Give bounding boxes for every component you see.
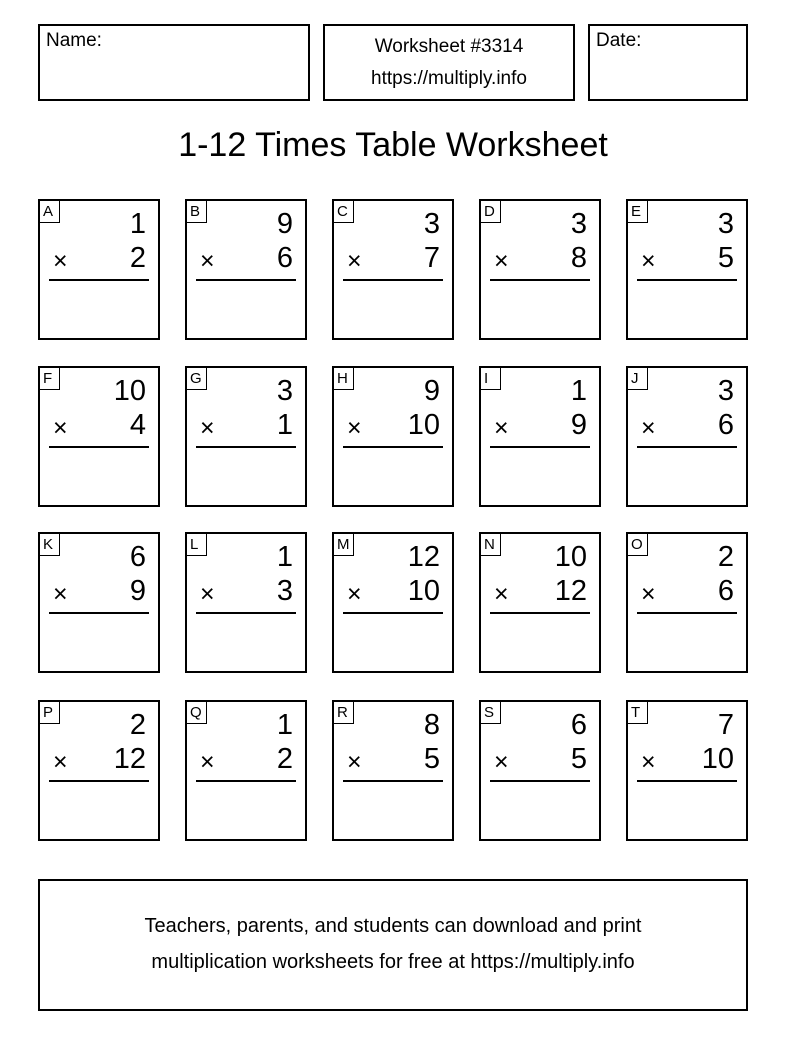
problem-bottom-number: 1	[276, 409, 293, 441]
problem-top-number: 12	[407, 541, 440, 573]
footer-line-2: multiplication worksheets for free at https://multiply.info	[151, 951, 635, 973]
problem-top-number: 7	[717, 709, 734, 741]
problem-card	[332, 532, 454, 673]
problem-bottom-number: 9	[129, 575, 146, 607]
problem-bottom-number: 9	[570, 409, 587, 441]
multiply-sign: ×	[53, 580, 68, 608]
problem-card	[626, 700, 748, 841]
answer-line	[49, 279, 149, 281]
problem-card	[626, 366, 748, 507]
problem-letter: L	[187, 534, 207, 556]
problem-letter: J	[628, 368, 648, 390]
multiply-sign: ×	[494, 247, 509, 275]
problem-top-number: 3	[717, 208, 734, 240]
multiply-sign: ×	[494, 580, 509, 608]
answer-line	[637, 780, 737, 782]
problem-top-number: 6	[129, 541, 146, 573]
problem-letter: C	[334, 201, 354, 223]
problem-letter: Q	[187, 702, 207, 724]
name-field-box	[38, 24, 310, 101]
problem-letter: F	[40, 368, 60, 390]
worksheet-url: https://multiply.info	[371, 68, 527, 89]
answer-line	[343, 446, 443, 448]
answer-line	[637, 612, 737, 614]
multiply-sign: ×	[641, 748, 656, 776]
answer-line	[490, 446, 590, 448]
problem-top-number: 9	[423, 375, 440, 407]
name-label: Name:	[46, 30, 102, 51]
problem-bottom-number: 10	[407, 575, 440, 607]
problem-card	[38, 532, 160, 673]
problem-letter: G	[187, 368, 207, 390]
problem-letter: K	[40, 534, 60, 556]
multiply-sign: ×	[200, 748, 215, 776]
problem-bottom-number: 12	[554, 575, 587, 607]
multiply-sign: ×	[641, 414, 656, 442]
problem-card	[332, 700, 454, 841]
answer-line	[49, 780, 149, 782]
problem-letter: P	[40, 702, 60, 724]
problem-top-number: 3	[570, 208, 587, 240]
multiply-sign: ×	[347, 414, 362, 442]
problem-card	[38, 700, 160, 841]
problem-card	[479, 199, 601, 340]
problem-top-number: 8	[423, 709, 440, 741]
problem-card	[38, 366, 160, 507]
multiply-sign: ×	[53, 748, 68, 776]
date-label: Date:	[596, 30, 642, 51]
footer-line-1: Teachers, parents, and students can download and print	[144, 915, 642, 937]
problem-bottom-number: 12	[113, 743, 146, 775]
problem-letter: A	[40, 201, 60, 223]
problem-card	[185, 199, 307, 340]
problem-top-number: 1	[129, 208, 146, 240]
problem-letter: I	[481, 368, 501, 390]
problem-letter: M	[334, 534, 354, 556]
problem-letter: B	[187, 201, 207, 223]
problem-bottom-number: 2	[276, 743, 293, 775]
problem-top-number: 1	[570, 375, 587, 407]
problem-bottom-number: 5	[717, 242, 734, 274]
problem-top-number: 10	[113, 375, 146, 407]
problem-top-number: 1	[276, 541, 293, 573]
multiply-sign: ×	[53, 247, 68, 275]
problem-letter: O	[628, 534, 648, 556]
problem-letter: D	[481, 201, 501, 223]
answer-line	[196, 780, 296, 782]
problem-card	[626, 199, 748, 340]
multiply-sign: ×	[494, 748, 509, 776]
answer-line	[343, 612, 443, 614]
problem-bottom-number: 2	[129, 242, 146, 274]
problem-bottom-number: 4	[129, 409, 146, 441]
problem-card	[38, 199, 160, 340]
problem-bottom-number: 5	[423, 743, 440, 775]
worksheet-info-box	[323, 24, 575, 101]
multiply-sign: ×	[494, 414, 509, 442]
problem-bottom-number: 5	[570, 743, 587, 775]
answer-line	[49, 446, 149, 448]
page-title: 1-12 Times Table Worksheet	[178, 126, 608, 164]
problem-letter: R	[334, 702, 354, 724]
problem-bottom-number: 3	[276, 575, 293, 607]
answer-line	[490, 612, 590, 614]
problem-top-number: 2	[129, 709, 146, 741]
answer-line	[196, 446, 296, 448]
problem-letter: E	[628, 201, 648, 223]
problem-card	[185, 366, 307, 507]
problem-letter: S	[481, 702, 501, 724]
problem-bottom-number: 10	[701, 743, 734, 775]
problem-top-number: 2	[717, 541, 734, 573]
problem-card	[185, 532, 307, 673]
problem-bottom-number: 6	[717, 575, 734, 607]
problem-bottom-number: 6	[276, 242, 293, 274]
problem-card	[185, 700, 307, 841]
problem-card	[332, 199, 454, 340]
problem-card	[332, 366, 454, 507]
problem-top-number: 6	[570, 709, 587, 741]
answer-line	[637, 279, 737, 281]
problem-bottom-number: 10	[407, 409, 440, 441]
footer-box	[38, 879, 748, 1011]
problem-card	[479, 700, 601, 841]
problem-card	[626, 532, 748, 673]
answer-line	[196, 279, 296, 281]
answer-line	[49, 612, 149, 614]
problem-card	[479, 366, 601, 507]
multiply-sign: ×	[200, 247, 215, 275]
answer-line	[490, 780, 590, 782]
worksheet-number: Worksheet #3314	[374, 36, 524, 57]
multiply-sign: ×	[347, 247, 362, 275]
answer-line	[490, 279, 590, 281]
problem-card	[479, 532, 601, 673]
answer-line	[343, 279, 443, 281]
problem-top-number: 3	[717, 375, 734, 407]
problem-letter: H	[334, 368, 354, 390]
problem-bottom-number: 6	[717, 409, 734, 441]
problem-bottom-number: 7	[423, 242, 440, 274]
answer-line	[196, 612, 296, 614]
multiply-sign: ×	[641, 580, 656, 608]
date-field-box	[588, 24, 748, 101]
multiply-sign: ×	[347, 748, 362, 776]
answer-line	[637, 446, 737, 448]
multiply-sign: ×	[200, 414, 215, 442]
multiply-sign: ×	[347, 580, 362, 608]
answer-line	[343, 780, 443, 782]
problem-top-number: 3	[423, 208, 440, 240]
problem-bottom-number: 8	[570, 242, 587, 274]
problem-letter: T	[628, 702, 648, 724]
problem-top-number: 1	[276, 709, 293, 741]
problem-top-number: 9	[276, 208, 293, 240]
problem-top-number: 3	[276, 375, 293, 407]
multiply-sign: ×	[53, 414, 68, 442]
problem-top-number: 10	[554, 541, 587, 573]
problem-letter: N	[481, 534, 501, 556]
multiply-sign: ×	[200, 580, 215, 608]
multiply-sign: ×	[641, 247, 656, 275]
